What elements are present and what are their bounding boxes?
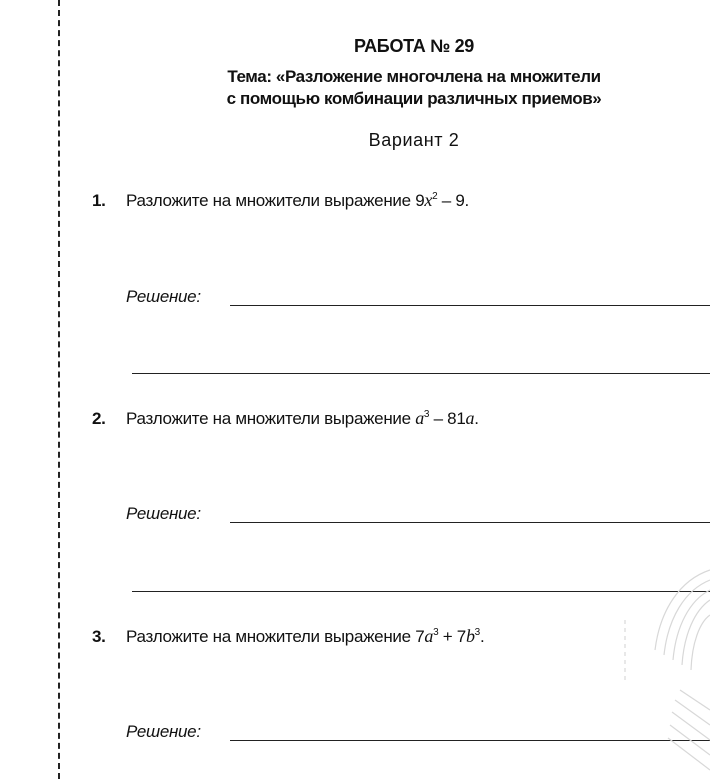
- work-title: РАБОТА № 29: [353, 36, 474, 56]
- task-3: [92, 626, 484, 647]
- solution-label: Решение:: [126, 722, 201, 741]
- task-expression: $9x^2 - 9$.: [415, 190, 469, 210]
- topic-title: [150, 66, 678, 110]
- task-1: [92, 190, 469, 211]
- cut-line: [58, 0, 60, 779]
- task-2: [92, 408, 479, 429]
- background-pattern: [620, 560, 710, 779]
- topic-line-1: Тема: «Разложение многочлена на множители: [227, 67, 601, 86]
- variant-label: Вариант 2: [368, 130, 460, 150]
- solution-label: Решение:: [126, 287, 201, 306]
- solution-label: Решение:: [126, 504, 201, 523]
- task-text: Разложите на множители выражение: [126, 409, 416, 428]
- topic-line-2: с помощью комбинации различных приемов»: [226, 89, 602, 108]
- task-number: 3.: [92, 627, 106, 646]
- task-number: 2.: [92, 409, 106, 428]
- answer-line[interactable]: [132, 373, 710, 374]
- task-text: Разложите на множители выражение: [126, 627, 416, 646]
- task-expression: $a^3 - 81a$.: [415, 408, 479, 428]
- task-number: 1.: [92, 191, 106, 210]
- task-text: Разложите на множители выражение: [126, 191, 416, 210]
- answer-line[interactable]: [230, 305, 710, 306]
- task-expression: $7a^3 + 7b^3$.: [415, 626, 485, 646]
- answer-line[interactable]: [230, 522, 710, 523]
